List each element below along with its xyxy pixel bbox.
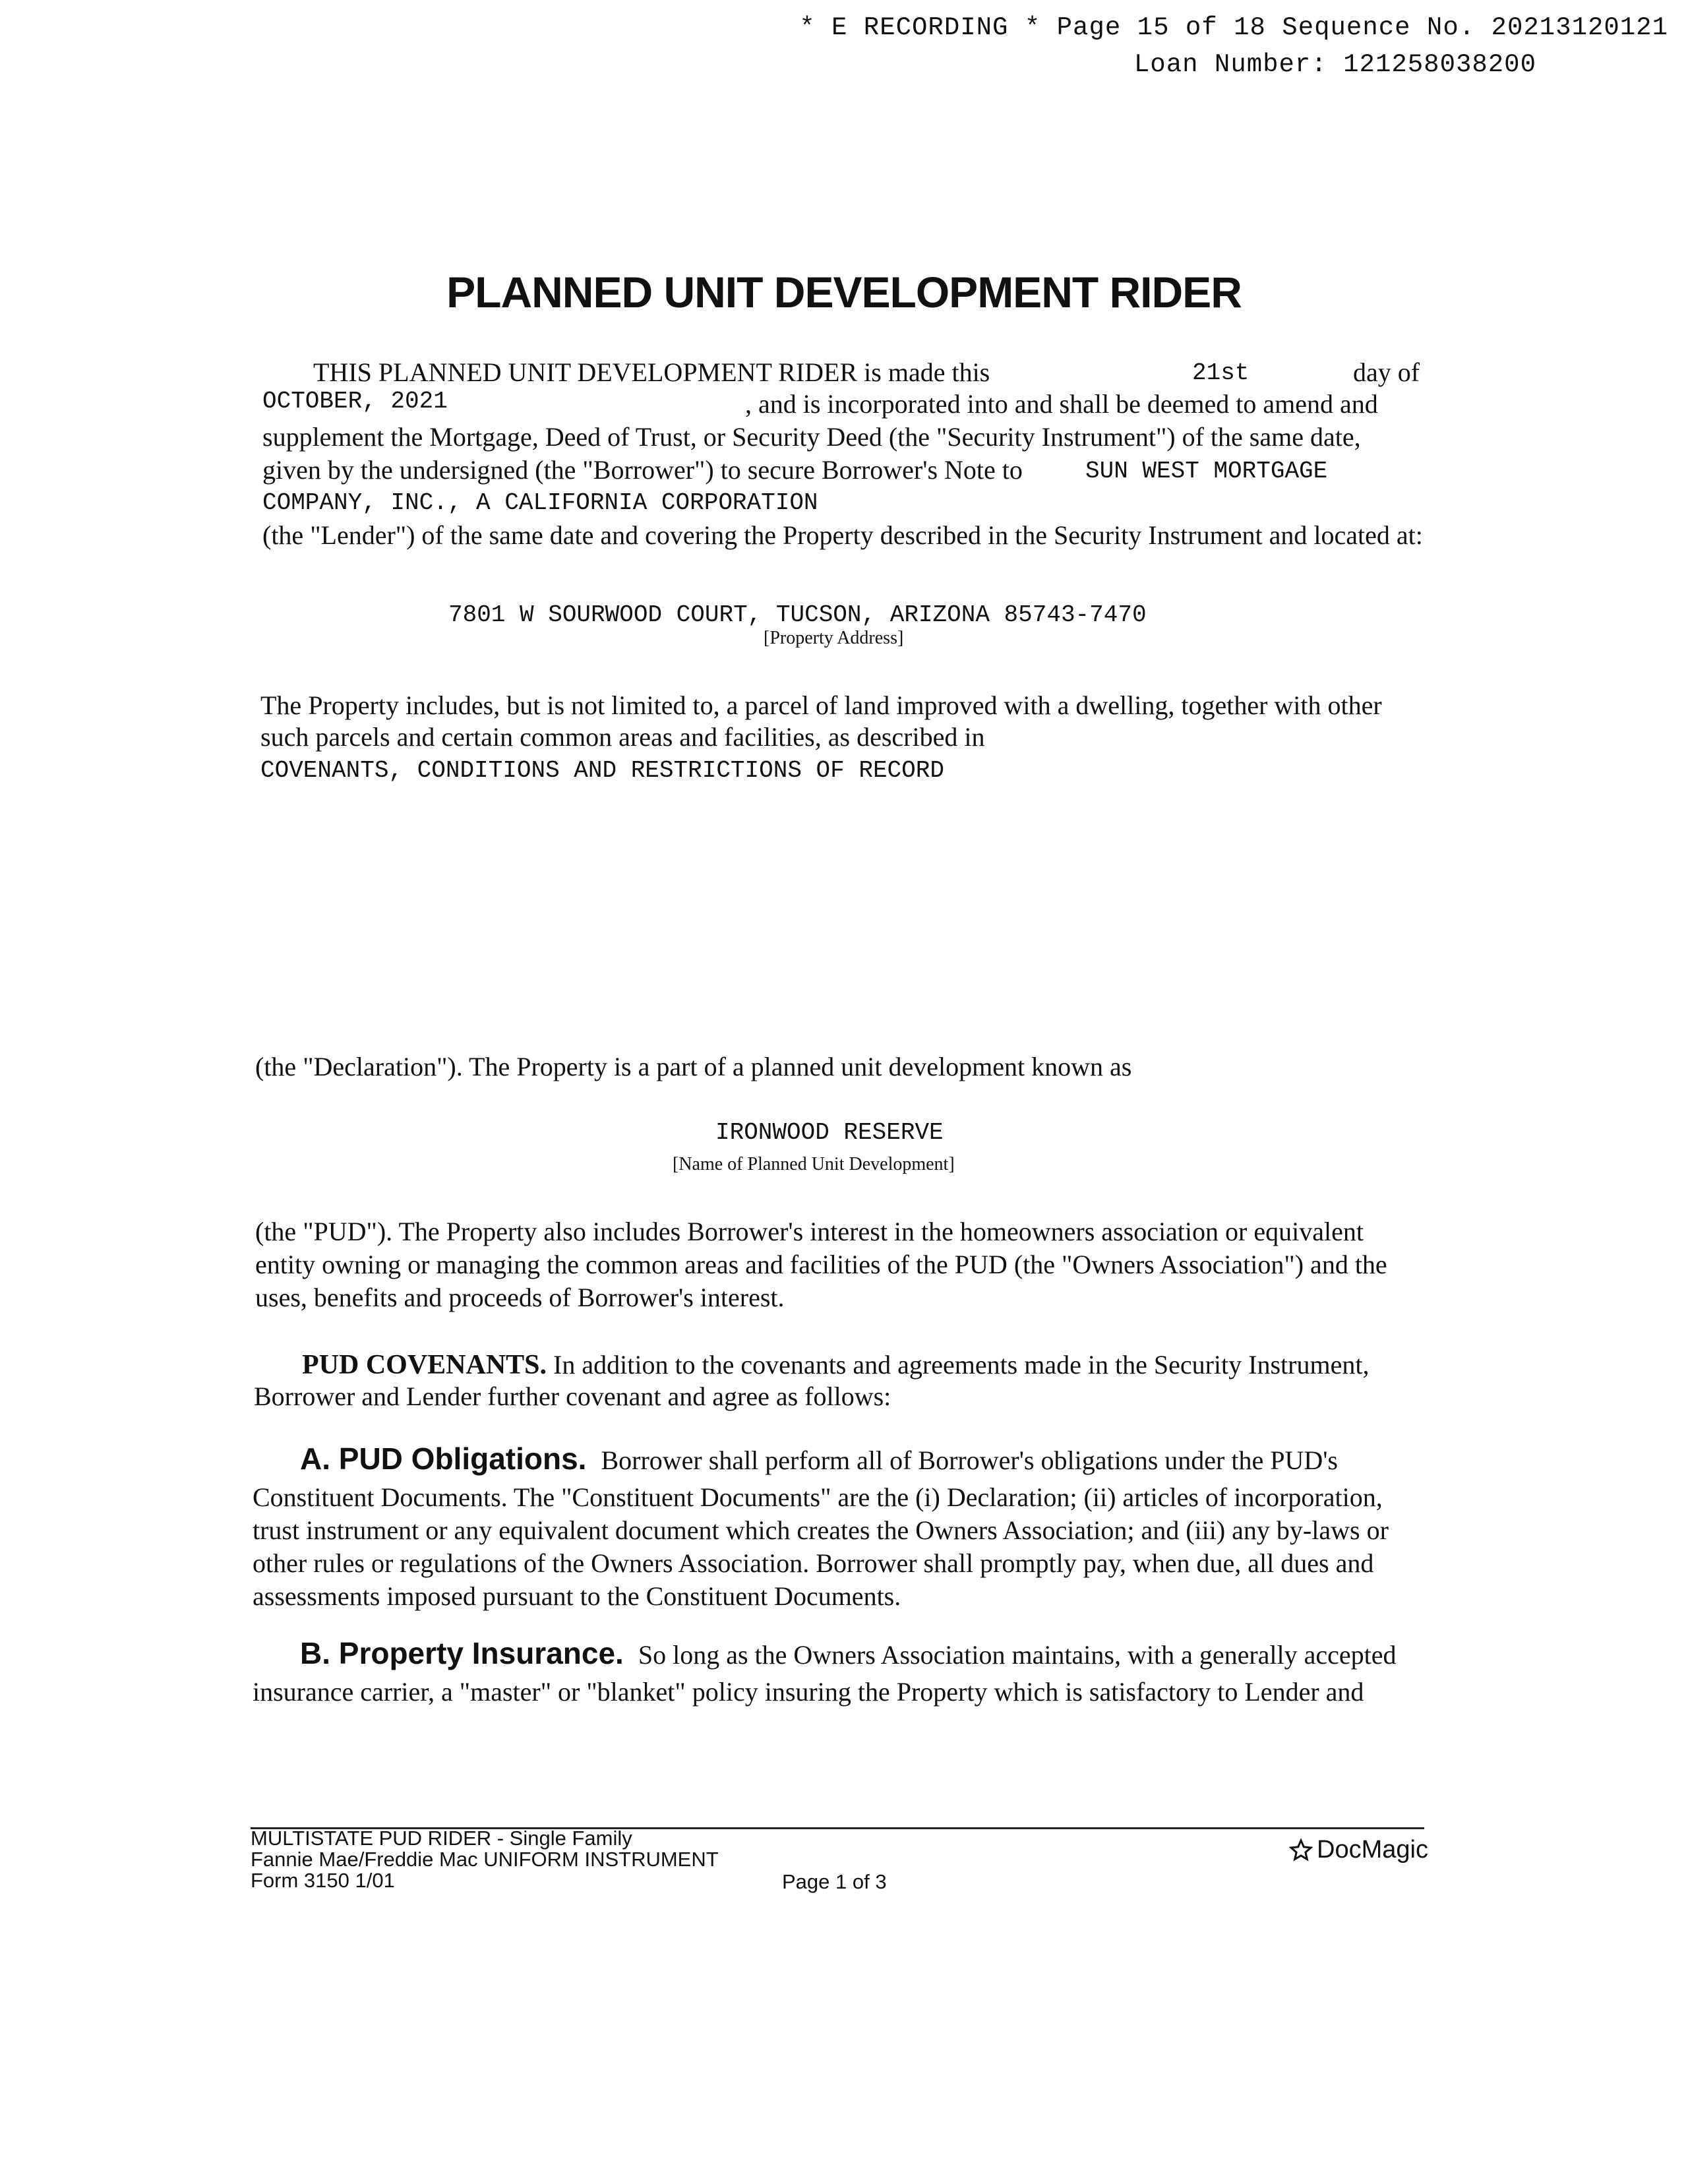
declaration-document: COVENANTS, CONDITIONS AND RESTRICTIONS OF RECORD [260, 757, 944, 784]
pud-para-line-1: (the "PUD"). The Property also includes Borrower's interest in the homeowners association or equivalent [255, 1217, 1364, 1246]
star-icon [1289, 1838, 1313, 1862]
footer-line-1: MULTISTATE PUD RIDER - Single Family [251, 1827, 632, 1850]
recording-info: * E RECORDING * Page 15 of 18 Sequence No. 20213120121 [799, 13, 1668, 42]
pud-name: IRONWOOD RESERVE [715, 1119, 944, 1146]
intro-text-1: , and is incorporated into and shall be deemed to amend and [745, 389, 1378, 419]
section-a-line-5: assessments imposed pursuant to the Constituent Documents. [253, 1581, 901, 1611]
section-a-text-1: Borrower shall perform all of Borrower's obligations under the PUD's [601, 1445, 1338, 1475]
footer-page-number: Page 1 of 3 [782, 1870, 887, 1893]
section-b-line-2: insurance carrier, a "master" or "blanket" policy insuring the Property which is satisfactory to Lender and [253, 1677, 1364, 1707]
document-title: PLANNED UNIT DEVELOPMENT RIDER [446, 268, 1242, 317]
intro-text-3: given by the undersigned (the "Borrower") to secure Borrower's Note to [262, 455, 1023, 485]
section-a-heading: A. PUD Obligations. [300, 1441, 587, 1476]
intro-text-4: (the "Lender") of the same date and covering the Property described in the Security Instrument and located at: [262, 520, 1423, 550]
covenants-line-2: Borrower and Lender further covenant and agree as follows: [254, 1381, 891, 1411]
section-b-line-1 [300, 1637, 1397, 1672]
day-of-label: day of [1353, 357, 1420, 387]
recording-header [699, 9, 1668, 83]
property-address-caption: [Property Address] [764, 628, 904, 648]
section-a-line-4: other rules or regulations of the Owners Association. Borrower shall promptly pay, when due, all dues and [253, 1548, 1374, 1578]
intro-text-2: supplement the Mortgage, Deed of Trust, or Security Deed (the "Security Instrument") of the same date, [262, 422, 1361, 452]
intro-lead: THIS PLANNED UNIT DEVELOPMENT RIDER is made this [313, 357, 990, 387]
property-includes-line-1: The Property includes, but is not limited to, a parcel of land improved with a dwelling, together with other [260, 690, 1382, 720]
section-a-line-3: trust instrument or any equivalent document which creates the Owners Association; and (iii) any by-laws or [253, 1515, 1389, 1545]
declaration-text: (the "Declaration"). The Property is a part of a planned unit development known as [255, 1052, 1132, 1081]
footer-line-3: Form 3150 1/01 [251, 1869, 395, 1892]
lender-name-part-1: SUN WEST MORTGAGE [1085, 458, 1328, 485]
property-address: 7801 W SOURWOOD COURT, TUCSON, ARIZONA 85743-7470 [448, 601, 1147, 628]
loan-number: Loan Number: 121258038200 [1133, 50, 1536, 79]
covenants-text-1: In addition to the covenants and agreements made in the Security Instrument, [553, 1350, 1370, 1380]
property-includes-line-2: such parcels and certain common areas and facilities, as described in [260, 722, 985, 752]
docmagic-logo [1289, 1836, 1428, 1864]
footer-line-2: Fannie Mae/Freddie Mac UNIFORM INSTRUMENT [251, 1848, 719, 1871]
month-year-value: OCTOBER, 2021 [262, 388, 448, 415]
covenants-line-1 [302, 1349, 1369, 1381]
intro-line-1 [313, 356, 1434, 389]
section-a-line-1 [300, 1442, 1338, 1477]
docmagic-brand: DocMagic [1317, 1836, 1428, 1864]
lender-name-part-2: COMPANY, INC., A CALIFORNIA CORPORATION [262, 489, 818, 516]
covenants-heading: PUD COVENANTS. [302, 1350, 547, 1380]
section-a-line-2: Constituent Documents. The "Constituent Documents" are the (i) Declaration; (ii) articles of incorporation, [253, 1482, 1383, 1512]
section-b-text-1: So long as the Owners Association maintains, with a generally accepted [638, 1640, 1397, 1670]
day-value: 21st [1192, 359, 1250, 386]
pud-name-caption: [Name of Planned Unit Development] [673, 1154, 955, 1174]
footer-form-info [251, 1828, 719, 1891]
pud-para-line-2: entity owning or managing the common areas and facilities of the PUD (the "Owners Association") and the [255, 1250, 1387, 1279]
section-b-heading: B. Property Insurance. [300, 1636, 624, 1670]
pud-para-line-3: uses, benefits and proceeds of Borrower's interest. [255, 1283, 785, 1312]
